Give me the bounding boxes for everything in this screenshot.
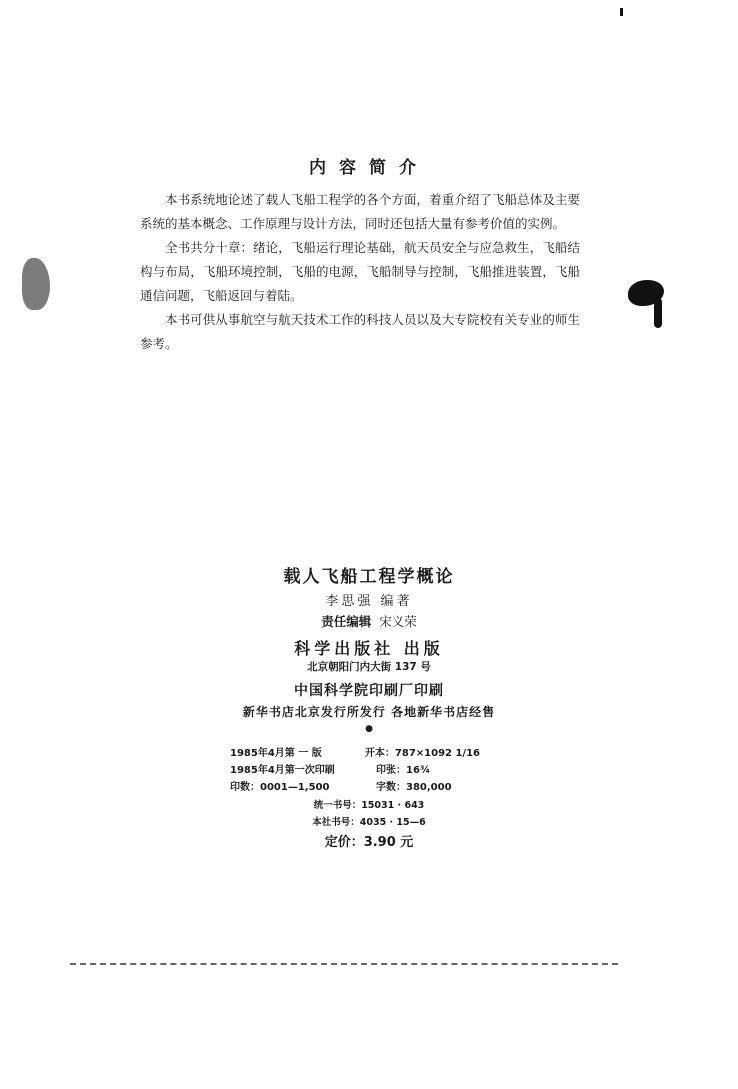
editor-name: 宋义荣	[379, 614, 417, 629]
format-info: 开本：787×1092 1/16	[364, 748, 480, 759]
scan-speck	[620, 8, 623, 16]
spec-row	[230, 762, 480, 779]
print-run-info: 印数：0001—1,500	[230, 782, 330, 793]
printing-info: 1985年4月第一次印刷	[230, 765, 335, 776]
spec-row	[230, 745, 480, 762]
edition-info: 1985年4月第 一 版	[230, 748, 322, 759]
bottom-rule	[70, 963, 618, 965]
scan-blot-right-tail	[654, 298, 662, 328]
unified-book-number: 统一书号：15031 · 643	[313, 800, 425, 811]
editor-label: 责任编辑	[321, 614, 372, 629]
summary-paragraph-1: 本书系统地论述了载人飞船工程学的各个方面，着重介绍了飞船总体及主要系统的基本概念、工作原理与设计方法，同时还包括大量有参考价值的实例。	[140, 192, 580, 231]
separator-bullet: ●	[365, 724, 373, 734]
printer-line: 中国科学院印刷厂印刷	[294, 683, 444, 699]
publisher-address: 北京朝阳门内大街 137 号	[307, 661, 431, 673]
word-count-info: 字数：380,000	[376, 782, 452, 793]
summary-paragraph-2: 全书共分十章：绪论，飞船运行理论基础，航天员安全与应急救生，飞船结构与布局，飞船环境控制，飞船的电源，飞船制导与控制，飞船推进装置，飞船通信问题，飞船返回与着陆。	[140, 240, 580, 303]
spec-row	[230, 779, 480, 796]
scan-smudge-left	[22, 258, 50, 310]
distribution-line: 新华书店北京发行所发行 各地新华书店经售	[242, 705, 496, 719]
summary-body	[140, 188, 580, 356]
summary-title: 内容简介	[309, 158, 429, 178]
summary-paragraph-3: 本书可供从事航空与航天技术工作的科技人员以及大专院校有关专业的师生参考。	[140, 312, 580, 351]
publisher-line: 科学出版社 出版	[294, 639, 444, 658]
price: 定价：3.90 元	[324, 835, 414, 850]
editor-line	[0, 612, 738, 630]
house-book-number: 本社书号：4035 · 15—6	[312, 817, 426, 828]
author-line: 李思强 编著	[325, 594, 413, 609]
sheets-info: 印张：16¾	[376, 765, 431, 776]
book-title: 载人飞船工程学概论	[283, 567, 455, 587]
print-specs	[230, 745, 480, 796]
